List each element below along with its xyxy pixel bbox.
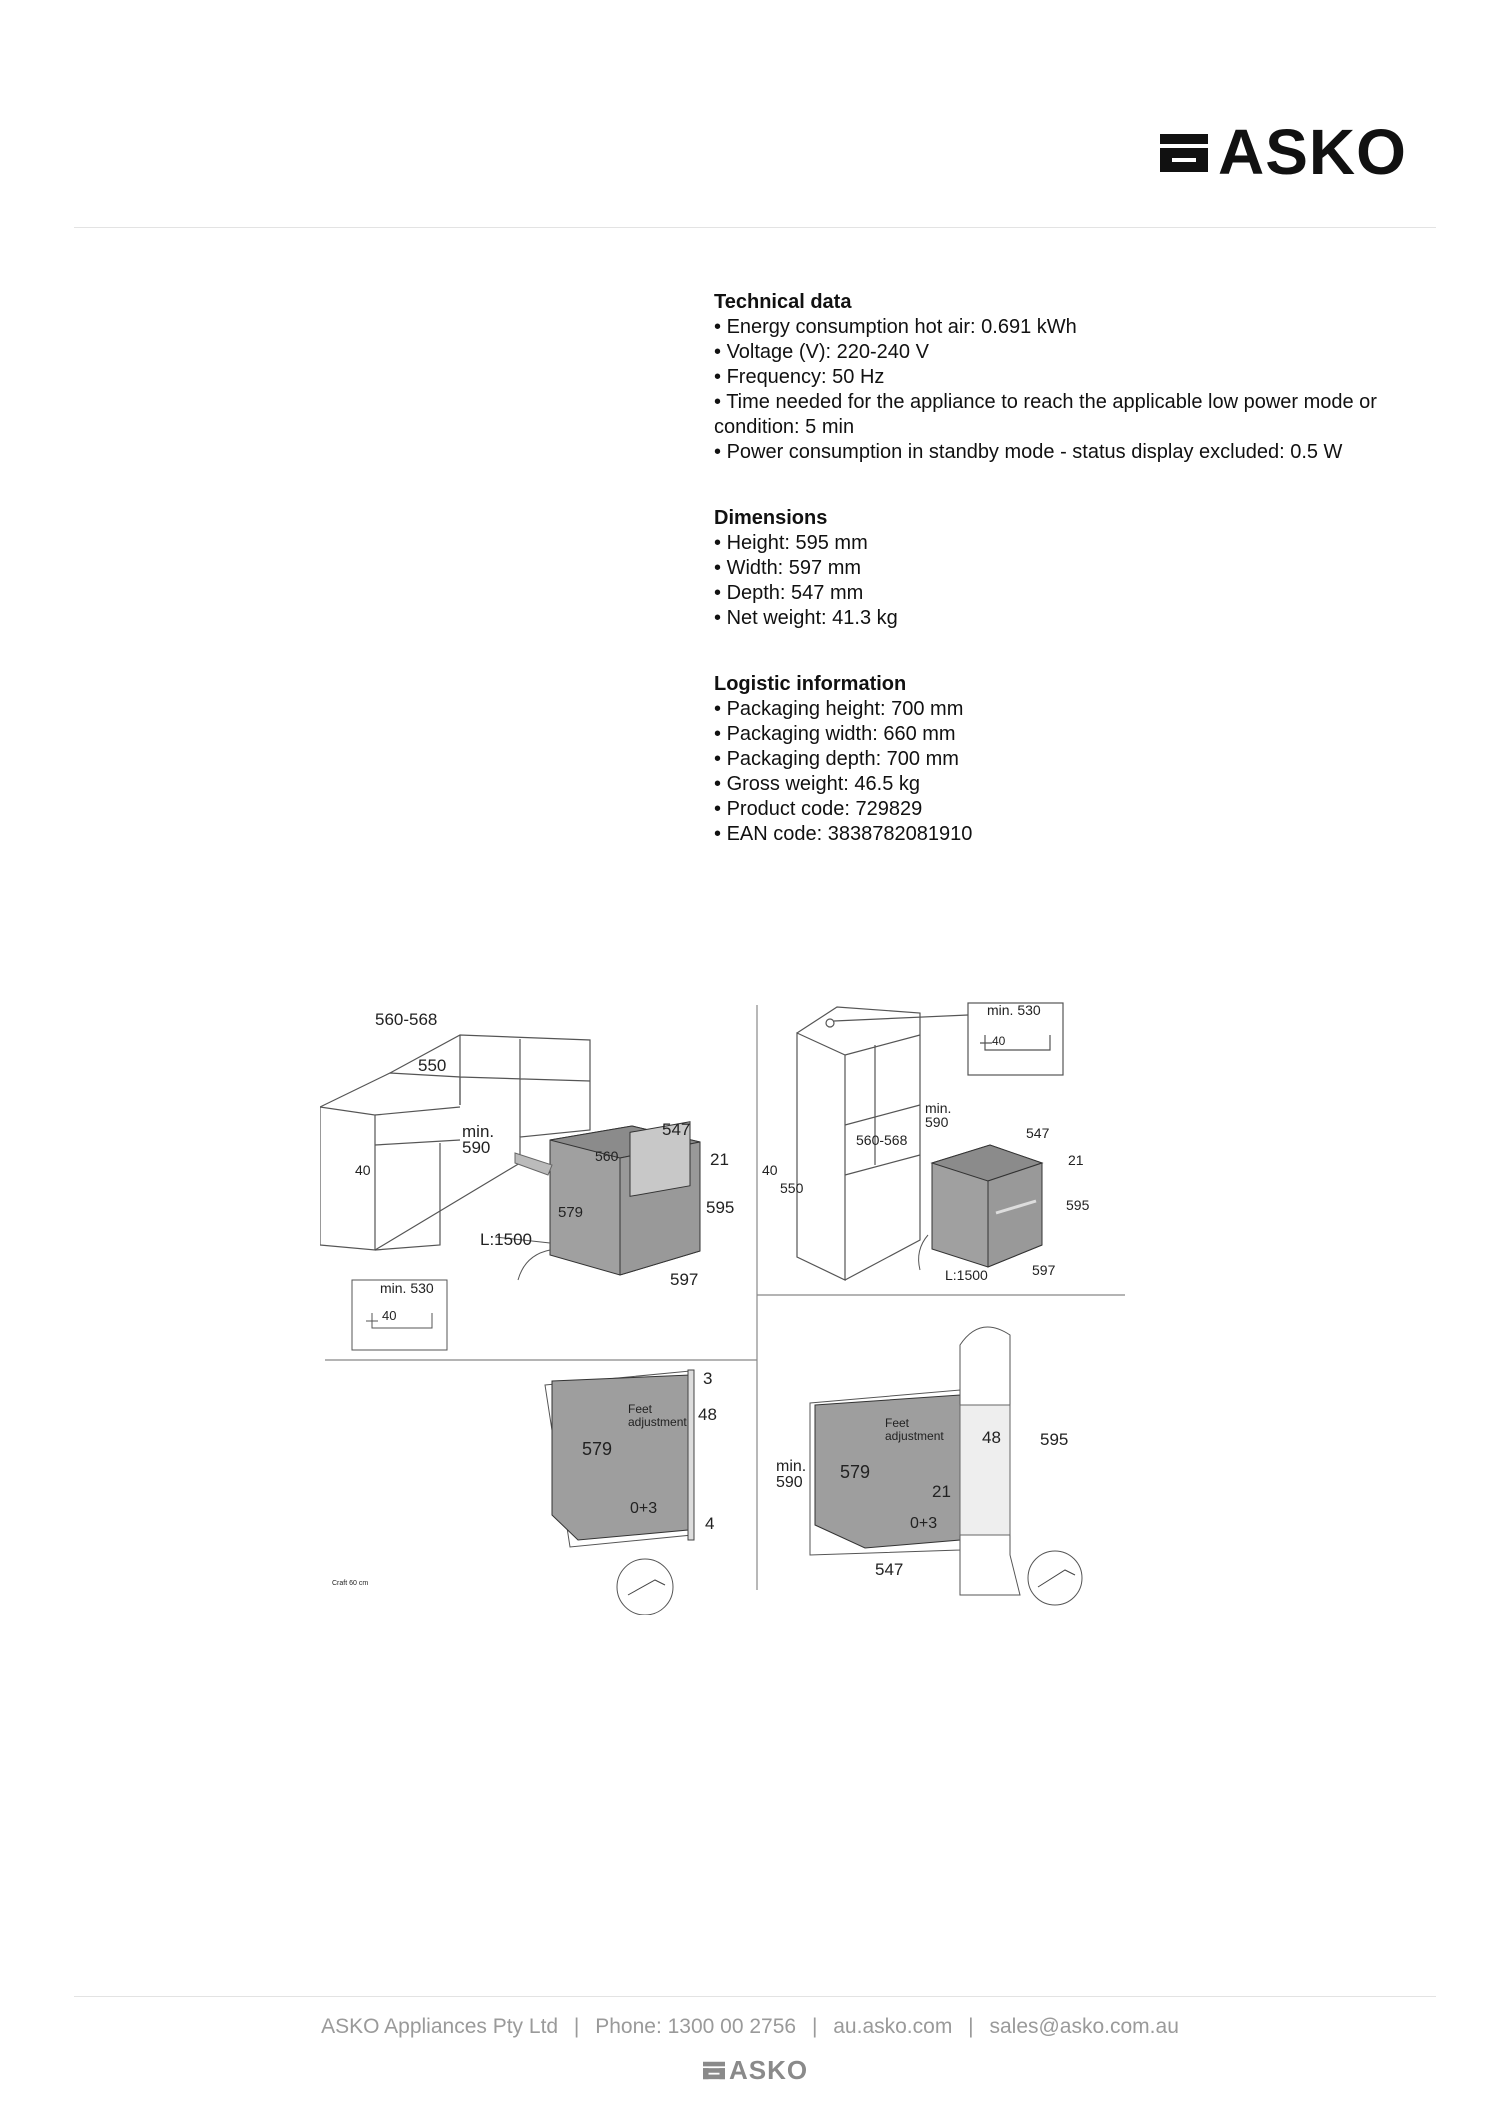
email-link[interactable]: sales@asko.com.au [989, 2015, 1179, 2038]
spec-item: • Energy consumption hot air: 0.691 kWh [714, 315, 1434, 340]
logistic-heading: Logistic information [714, 673, 907, 695]
dimensions-heading: Dimensions [714, 507, 828, 529]
spec-item: • Voltage (V): 220-240 V [714, 340, 1434, 365]
section-bl-drawing [545, 1370, 694, 1615]
dim-label: 40 [762, 1162, 778, 1178]
dim-label: 579 [840, 1462, 871, 1482]
dim-label: min. 530 [987, 1002, 1041, 1018]
dim-label: min. 530 [380, 1280, 434, 1296]
dim-label: min. [925, 1100, 952, 1116]
logistic-section [714, 672, 1434, 847]
dim-label: 597 [1032, 1262, 1056, 1278]
asko-footer-logo [703, 2057, 808, 2083]
dim-label: 0+3 [630, 1500, 658, 1517]
feet-adjustment-label: adjustment [628, 1415, 687, 1429]
spec-item: • Packaging height: 700 mm [714, 697, 1434, 722]
spec-item: • Packaging width: 660 mm [714, 722, 1434, 747]
asko-logo-mark-icon [703, 2059, 725, 2081]
header-divider [74, 227, 1436, 228]
feet-adjustment-label: Feet [628, 1402, 653, 1416]
dim-label: 560 [595, 1148, 619, 1164]
asko-logo-text: ASKO [729, 2055, 809, 2085]
spec-item: • Gross weight: 46.5 kg [714, 772, 1434, 797]
spec-item: • Depth: 547 mm [714, 581, 1434, 606]
dim-label: 595 [1040, 1430, 1069, 1449]
spec-item: • Net weight: 41.3 kg [714, 606, 1434, 631]
dim-label: 547 [875, 1560, 904, 1579]
installation-drawings [320, 995, 1130, 1615]
dim-label: 579 [558, 1204, 584, 1221]
separator: | [573, 2015, 580, 2038]
asko-logo [1160, 116, 1407, 188]
spec-item: • EAN code: 3838782081910 [714, 822, 1434, 847]
dim-label: 550 [418, 1056, 447, 1075]
spec-item: • Packaging depth: 700 mm [714, 747, 1434, 772]
dim-label: 595 [706, 1198, 735, 1217]
dim-label: 4 [705, 1514, 715, 1533]
dim-label: min. [776, 1458, 807, 1475]
footer-contact [0, 2015, 1500, 2039]
spec-item: • Power consumption in standby mode - status display excluded: 0.5 W [714, 440, 1434, 465]
spec-item: • Frequency: 50 Hz [714, 365, 1434, 390]
dim-label: 560-568 [375, 1010, 438, 1029]
feet-adjustment-label: adjustment [885, 1429, 944, 1443]
phone-number: Phone: 1300 00 2756 [595, 2015, 797, 2038]
feet-adjustment-label: Feet [885, 1416, 910, 1430]
asko-logo-mark-icon [1160, 128, 1208, 176]
spec-item: • Time needed for the appliance to reach the applicable low power mode or condition: 5 min [714, 390, 1434, 440]
separator: | [968, 2015, 974, 2038]
technical-data-section [714, 290, 1434, 465]
dim-label: 560-568 [856, 1132, 908, 1148]
spec-item: • Height: 595 mm [714, 531, 1434, 556]
caption: Craft 60 cm [332, 1580, 369, 1587]
dimensions-section [714, 506, 1434, 631]
dim-label: 547 [662, 1120, 691, 1139]
dim-label: 579 [582, 1439, 613, 1459]
dim-label: 21 [932, 1482, 951, 1501]
specifications [714, 290, 1434, 888]
dim-label: 595 [1066, 1197, 1090, 1213]
asko-logo-text: ASKO [1218, 116, 1407, 188]
dim-label: 21 [710, 1150, 729, 1169]
dim-label: 40 [382, 1308, 397, 1323]
dim-label: 550 [780, 1180, 804, 1196]
cable-length-label: L:1500 [480, 1230, 532, 1249]
spec-item: • Product code: 729829 [714, 797, 1434, 822]
oven-tr-drawing [919, 1145, 1042, 1270]
dim-label: 590 [462, 1138, 491, 1157]
dim-label: 3 [703, 1369, 713, 1388]
dim-label: min. [462, 1122, 495, 1141]
dim-label: 0+3 [910, 1515, 938, 1532]
dim-label: 48 [698, 1405, 717, 1424]
company-name: ASKO Appliances Pty Ltd [321, 2015, 559, 2038]
spec-item: • Width: 597 mm [714, 556, 1434, 581]
dim-label: 597 [670, 1270, 699, 1289]
cable-length-label: L:1500 [945, 1267, 988, 1283]
dim-label: 40 [992, 1034, 1006, 1048]
dim-label: 40 [355, 1162, 371, 1178]
dim-label: 547 [1026, 1125, 1050, 1141]
footer-divider [74, 1996, 1436, 1997]
technical-data-heading: Technical data [714, 291, 852, 313]
dim-label: 590 [925, 1114, 949, 1130]
dim-label: 48 [982, 1428, 1001, 1447]
dim-label: 21 [1068, 1152, 1084, 1168]
separator: | [811, 2015, 818, 2038]
dim-label: 590 [776, 1474, 803, 1491]
website-link[interactable]: au.asko.com [833, 2015, 953, 2038]
